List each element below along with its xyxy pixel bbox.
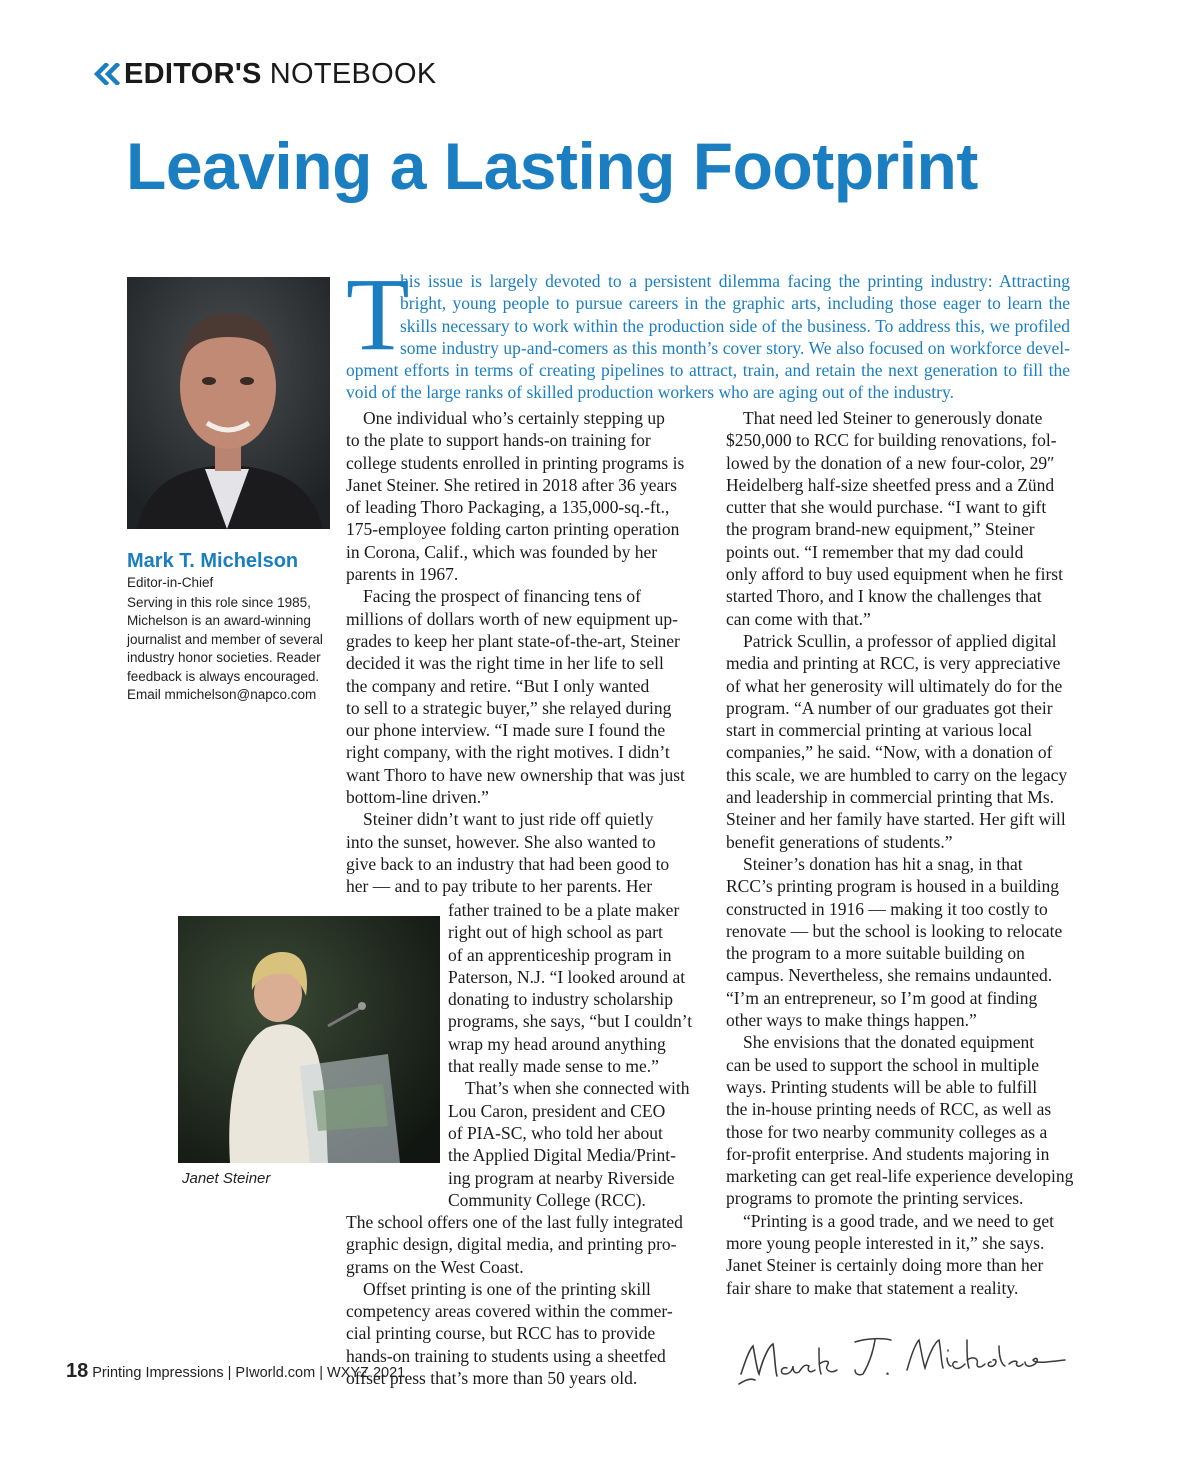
body-column-right (726, 407, 1086, 1299)
body-line: bottom-line driven.” (346, 787, 489, 808)
body-line: media and printing at RCC, is very appreciative (726, 653, 1061, 674)
body-column-left-narrow (448, 899, 698, 1211)
page-footer (66, 1360, 405, 1383)
author-title: Editor-in-Chief (127, 575, 214, 590)
body-line: Community College (RCC). (448, 1189, 646, 1210)
drop-cap: T (346, 257, 410, 372)
body-line: donating to industry scholarship (448, 989, 674, 1010)
body-line: Facing the prospect of financing tens of (363, 586, 641, 607)
lede-line: some industry up-and-comers as this month’s cover story. We also focused on workforce devel- (400, 337, 1070, 358)
body-line: started Thoro, and I know the challenges that (726, 586, 1042, 607)
body-line: give back to an industry that had been good to (346, 853, 670, 874)
body-line: of an apprenticeship program in (448, 944, 672, 965)
body-line: to sell to a strategic buyer,” she relayed during (346, 697, 672, 718)
bio-line: Serving in this role since 1985, (127, 595, 311, 610)
body-line: Steiner didn’t want to just ride off quietly (363, 809, 654, 830)
body-line: to the plate to support hands-on training for (346, 430, 651, 451)
body-column-left-top (346, 407, 706, 898)
body-line: cutter that she would purchase. “I want to gift (726, 497, 1047, 518)
body-line: lowed by the donation of a new four-color, 29″ (726, 452, 1055, 473)
body-line: want Thoro to have new ownership that was just (346, 764, 685, 785)
body-line: the company and retire. “But I only wanted (346, 675, 650, 696)
section-label-light: NOTEBOOK (269, 58, 437, 90)
body-line: father trained to be a plate maker (448, 900, 680, 920)
author-name: Mark T. Michelson (127, 550, 299, 572)
body-line: program. “A number of our graduates got their (726, 697, 1053, 718)
bio-line: Michelson is an award-winning (127, 613, 311, 629)
page-number: 18 (66, 1360, 89, 1382)
body-line: programs, she says, “but I couldn’t (448, 1011, 693, 1032)
body-line: Janet Steiner is certainly doing more than her (726, 1255, 1044, 1276)
lede-line: his issue is largely devoted to a persistent dilemma facing the printing industry: Attracting (400, 271, 1070, 291)
body-line: Steiner and her family have started. Her gift will (726, 809, 1066, 830)
body-line: of PIA-SC, who told her about (448, 1122, 663, 1143)
body-line: other ways to make things happen.” (726, 1010, 977, 1031)
body-line: graphic design, digital media, and printing pro- (346, 1234, 677, 1255)
photo-caption: Janet Steiner (182, 1170, 271, 1187)
double-chevron-left-icon (94, 60, 120, 93)
body-line: constructed in 1916 — making it too costly to (726, 898, 1048, 919)
janet-steiner-photo (178, 916, 440, 1163)
body-line: college students enrolled in printing programs is (346, 452, 685, 473)
author-photo (127, 277, 330, 529)
body-line: wrap my head around anything (448, 1033, 666, 1054)
body-line: renovate — but the school is looking to relocate (726, 920, 1063, 941)
author-bio (127, 594, 337, 704)
body-line: hands-on training to students using a sheetfed (346, 1345, 666, 1366)
body-line: campus. Nevertheless, she remains undaunted. (726, 965, 1053, 986)
body-line: into the sunset, however. She also wanted to (346, 831, 656, 852)
body-line: cial printing course, but RCC has to provide (346, 1323, 656, 1344)
body-line: parents in 1967. (346, 564, 459, 585)
body-line: Lou Caron, president and CEO (448, 1100, 666, 1121)
body-line: the in-house printing needs of RCC, as well as (726, 1099, 1052, 1120)
body-line: the program to a more suitable building on (726, 943, 1025, 964)
section-label-bold: EDITOR'S (124, 58, 262, 90)
body-line: companies,” he said. “Now, with a donation of (726, 742, 1053, 763)
body-line: start in commercial printing at various local (726, 720, 1033, 741)
body-line: That’s when she connected with (465, 1078, 690, 1099)
body-line: Offset printing is one of the printing skill (363, 1278, 651, 1299)
body-line: Steiner’s donation has hit a snag, in that (743, 853, 1023, 874)
body-line: grams on the West Coast. (346, 1256, 524, 1277)
body-line: Paterson, N.J. “I looked around at (448, 966, 686, 987)
bio-line: Email mmichelson@napco.com (127, 687, 317, 703)
body-line: $250,000 to RCC for building renovations, fol- (726, 430, 1057, 451)
body-line: millions of dollars worth of new equipment up- (346, 608, 678, 629)
bio-line: feedback is always encouraged. (127, 668, 320, 684)
body-line: right company, with the right motives. I didn’t (346, 742, 670, 763)
body-line: programs to promote the printing services. (726, 1188, 1024, 1209)
body-line: RCC’s printing program is housed in a building (726, 876, 1059, 897)
body-line: those for two nearby community colleges as a (726, 1121, 1048, 1142)
body-line: more young people interested in it,” she says. (726, 1232, 1045, 1253)
body-line: right out of high school as part (448, 922, 663, 943)
body-line: marketing can get real-life experience developing (726, 1166, 1074, 1187)
body-line: can come with that.” (726, 608, 871, 629)
footer-text: Printing Impressions | PIworld.com | WXYZ 2021 (92, 1365, 406, 1381)
article-headline: Leaving a Lasting Footprint (126, 129, 978, 203)
body-line: grades to keep her plant state-of-the-art, Steiner (346, 630, 680, 651)
body-line: She envisions that the donated equipment (743, 1032, 1035, 1053)
body-line: fair share to make that statement a reality. (726, 1277, 1019, 1298)
body-line: points out. “I remember that my dad could (726, 541, 1024, 562)
lede-paragraph (346, 257, 1070, 404)
bio-line: journalist and member of several (127, 631, 323, 647)
section-label (94, 58, 437, 93)
lede-line: void of the large ranks of skilled production workers who are aging out of the industry. (346, 382, 954, 403)
body-line: 175-employee folding carton printing operation (346, 519, 680, 540)
lede-line: bright, young people to pursue careers in the graphic arts, including those eager to learn the (400, 293, 1070, 314)
body-line: only afford to buy used equipment when he first (726, 564, 1063, 585)
body-line: our phone interview. “I made sure I found the (346, 720, 666, 741)
body-line: decided it was the right time in her life to sell (346, 653, 664, 674)
body-line: in Corona, Calif., which was founded by her (346, 541, 658, 562)
body-line: Heidelberg half-size sheetfed press and a Zünd (726, 474, 1055, 495)
body-line: her — and to pay tribute to her parents. Her (346, 876, 653, 897)
body-line: and leadership in commercial printing that Ms. (726, 787, 1055, 808)
body-line: that really made sense to me.” (448, 1056, 659, 1077)
body-line: One individual who’s certainly stepping up (363, 408, 665, 428)
body-line: the program brand-new equipment,” Steiner (726, 519, 1035, 540)
body-line: “I’m an entrepreneur, so I’m good at finding (726, 987, 1038, 1008)
body-line: the Applied Digital Media/Print- (448, 1145, 676, 1166)
lede-line: skills necessary to work within the production side of the business. To address this, we profiled (400, 315, 1070, 336)
body-line: can be used to support the school in multiple (726, 1054, 1040, 1075)
body-line: of leading Thoro Packaging, a 135,000-sq.-ft., (346, 497, 670, 518)
body-line: “Printing is a good trade, and we need to get (743, 1210, 1055, 1231)
body-line: for-profit enterprise. And students majoring in (726, 1143, 1050, 1164)
body-line: offset press that’s more than 50 years old. (346, 1368, 638, 1389)
body-line: ing program at nearby Riverside (448, 1167, 675, 1188)
handwritten-signature (735, 1326, 1075, 1388)
lede-line: opment efforts in terms of creating pipelines to attract, train, and retain the next generation to fill the (346, 360, 1070, 381)
bio-line: industry honor societies. Reader (127, 650, 321, 666)
body-line: of what her generosity will ultimately do for the (726, 675, 1063, 696)
body-line: ways. Printing students will be able to fulfill (726, 1076, 1038, 1097)
body-line: benefit generations of students.” (726, 831, 953, 852)
body-line: competency areas covered within the commer- (346, 1301, 673, 1322)
body-line: The school offers one of the last fully integrated (346, 1212, 683, 1232)
body-line: Janet Steiner. She retired in 2018 after 36 years (346, 474, 677, 495)
body-line: Patrick Scullin, a professor of applied digital (743, 630, 1057, 651)
body-line: this scale, we are humbled to carry on the legacy (726, 764, 1068, 785)
body-line: That need led Steiner to generously donate (743, 408, 1043, 428)
